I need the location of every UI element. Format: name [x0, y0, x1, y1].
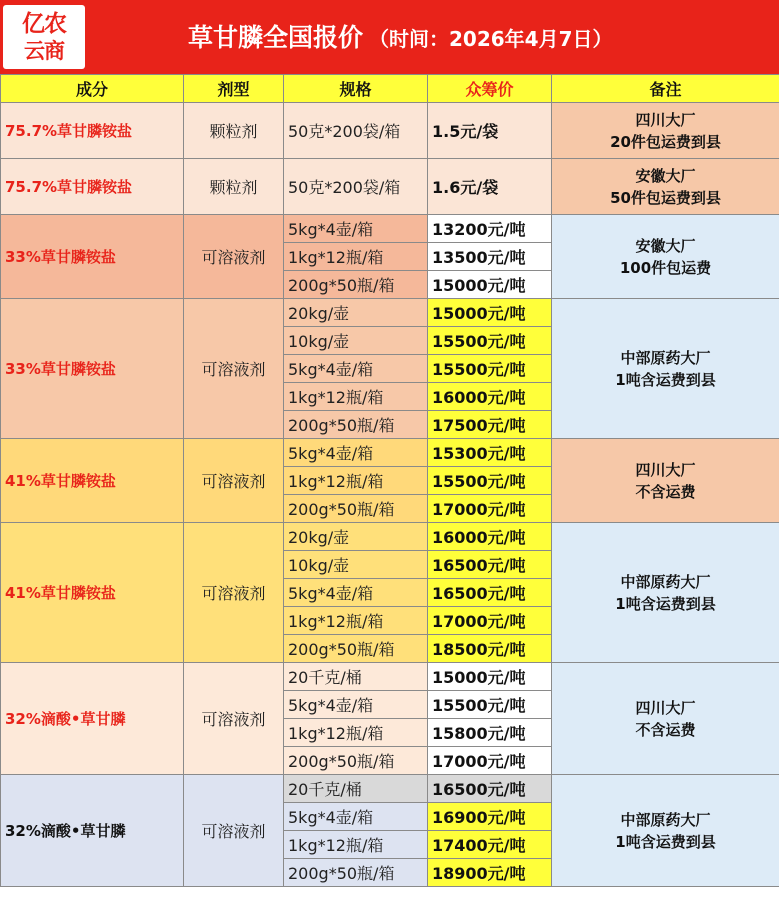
- group-formulation: 可溶液剂: [184, 215, 284, 299]
- row-spec: 10kg/壶: [284, 551, 428, 579]
- col-header-price: 众筹价: [428, 75, 552, 103]
- brand-logo: [3, 5, 85, 69]
- note-line2: 100件包运费: [619, 258, 712, 277]
- group-note: [552, 299, 779, 439]
- row-price: 15800元/吨: [428, 719, 552, 747]
- row-spec: 50克*200袋/箱: [284, 103, 428, 159]
- title-text: 草甘膦全国报价: [188, 23, 364, 52]
- row-price: 15000元/吨: [428, 271, 552, 299]
- group-note: [552, 439, 779, 523]
- group-note: [552, 775, 779, 887]
- note-line1: 安徽大厂: [635, 166, 696, 185]
- row-price: 17000元/吨: [428, 747, 552, 775]
- note-line1: 四川大厂: [635, 460, 696, 479]
- row-price: 13200元/吨: [428, 215, 552, 243]
- row-spec: 1kg*12瓶/箱: [284, 607, 428, 635]
- row-spec: 20kg/壶: [284, 523, 428, 551]
- group-note: [552, 159, 779, 215]
- note-line2: 1吨含运费到县: [615, 594, 716, 613]
- group-formulation: 可溶液剂: [184, 523, 284, 663]
- row-spec: 20千克/桶: [284, 663, 428, 691]
- row-price: 15500元/吨: [428, 355, 552, 383]
- row-price: 17400元/吨: [428, 831, 552, 859]
- row-price: 15000元/吨: [428, 299, 552, 327]
- row-spec: 1kg*12瓶/箱: [284, 467, 428, 495]
- note-line1: 中部原药大厂: [620, 572, 711, 591]
- row-spec: 5kg*4壶/箱: [284, 579, 428, 607]
- row-price: 17500元/吨: [428, 411, 552, 439]
- group-note: [552, 523, 779, 663]
- col-header-ingredient: 成分: [1, 75, 184, 103]
- row-price: 16000元/吨: [428, 383, 552, 411]
- note-line1: 中部原药大厂: [620, 348, 711, 367]
- note-line1: 中部原药大厂: [620, 810, 711, 829]
- row-spec: 200g*50瓶/箱: [284, 747, 428, 775]
- row-price: 13500元/吨: [428, 243, 552, 271]
- row-price: 17000元/吨: [428, 607, 552, 635]
- row-spec: 5kg*4壶/箱: [284, 215, 428, 243]
- row-spec: 1kg*12瓶/箱: [284, 831, 428, 859]
- row-price: 16000元/吨: [428, 523, 552, 551]
- row-price: 15500元/吨: [428, 467, 552, 495]
- row-price: 15500元/吨: [428, 327, 552, 355]
- group-ingredient: 33%草甘膦铵盐: [1, 215, 184, 299]
- row-spec: 5kg*4壶/箱: [284, 355, 428, 383]
- page-header: [0, 0, 779, 74]
- row-price: 1.6元/袋: [428, 159, 552, 215]
- price-table: [0, 74, 779, 887]
- group-ingredient: 33%草甘膦铵盐: [1, 299, 184, 439]
- group-formulation: 颗粒剂: [184, 103, 284, 159]
- row-price: 16900元/吨: [428, 803, 552, 831]
- page-title: [188, 20, 613, 56]
- row-spec: 5kg*4壶/箱: [284, 803, 428, 831]
- note-line2: 不含运费: [635, 720, 696, 739]
- note-line1: 四川大厂: [635, 698, 696, 717]
- row-spec: 1kg*12瓶/箱: [284, 719, 428, 747]
- col-header-formulation: 剂型: [184, 75, 284, 103]
- note-line1: 四川大厂: [635, 110, 696, 129]
- row-spec: 1kg*12瓶/箱: [284, 243, 428, 271]
- logo-line2: 云商: [24, 39, 64, 63]
- row-price: 16500元/吨: [428, 579, 552, 607]
- group-ingredient: 41%草甘膦铵盐: [1, 523, 184, 663]
- row-spec: 10kg/壶: [284, 327, 428, 355]
- row-price: 15000元/吨: [428, 663, 552, 691]
- group-formulation: 可溶液剂: [184, 775, 284, 887]
- row-spec: 200g*50瓶/箱: [284, 635, 428, 663]
- group-ingredient: 41%草甘膦铵盐: [1, 439, 184, 523]
- bottom-strip: [0, 891, 779, 900]
- col-header-note: 备注: [552, 75, 779, 103]
- row-price: 15300元/吨: [428, 439, 552, 467]
- row-spec: 1kg*12瓶/箱: [284, 383, 428, 411]
- row-price: 16500元/吨: [428, 551, 552, 579]
- row-price: 1.5元/袋: [428, 103, 552, 159]
- title-date: （时间：2026年4月7日）: [369, 27, 613, 51]
- group-formulation: 可溶液剂: [184, 439, 284, 523]
- note-line2: 不含运费: [635, 482, 696, 501]
- group-formulation: 可溶液剂: [184, 663, 284, 775]
- note-line2: 1吨含运费到县: [615, 370, 716, 389]
- note-line1: 安徽大厂: [635, 236, 696, 255]
- group-formulation: 可溶液剂: [184, 299, 284, 439]
- row-spec: 20kg/壶: [284, 299, 428, 327]
- row-spec: 200g*50瓶/箱: [284, 495, 428, 523]
- row-spec: 200g*50瓶/箱: [284, 411, 428, 439]
- group-note: [552, 215, 779, 299]
- group-ingredient: 32%滴酸•草甘膦: [1, 775, 184, 887]
- note-line2: 50件包运费到县: [610, 188, 721, 207]
- row-spec: 5kg*4壶/箱: [284, 439, 428, 467]
- group-formulation: 颗粒剂: [184, 159, 284, 215]
- row-spec: 200g*50瓶/箱: [284, 859, 428, 887]
- row-price: 18900元/吨: [428, 859, 552, 887]
- group-ingredient: 75.7%草甘膦铵盐: [1, 103, 184, 159]
- col-header-spec: 规格: [284, 75, 428, 103]
- group-ingredient: 32%滴酸•草甘膦: [1, 663, 184, 775]
- logo-line1: 亿农: [22, 11, 66, 37]
- group-note: [552, 663, 779, 775]
- note-line2: 20件包运费到县: [610, 132, 721, 151]
- row-spec: 50克*200袋/箱: [284, 159, 428, 215]
- row-spec: 20千克/桶: [284, 775, 428, 803]
- row-spec: 200g*50瓶/箱: [284, 271, 428, 299]
- group-ingredient: 75.7%草甘膦铵盐: [1, 159, 184, 215]
- row-price: 15500元/吨: [428, 691, 552, 719]
- row-price: 17000元/吨: [428, 495, 552, 523]
- row-price: 16500元/吨: [428, 775, 552, 803]
- group-note: [552, 103, 779, 159]
- row-price: 18500元/吨: [428, 635, 552, 663]
- row-spec: 5kg*4壶/箱: [284, 691, 428, 719]
- note-line2: 1吨含运费到县: [615, 832, 716, 851]
